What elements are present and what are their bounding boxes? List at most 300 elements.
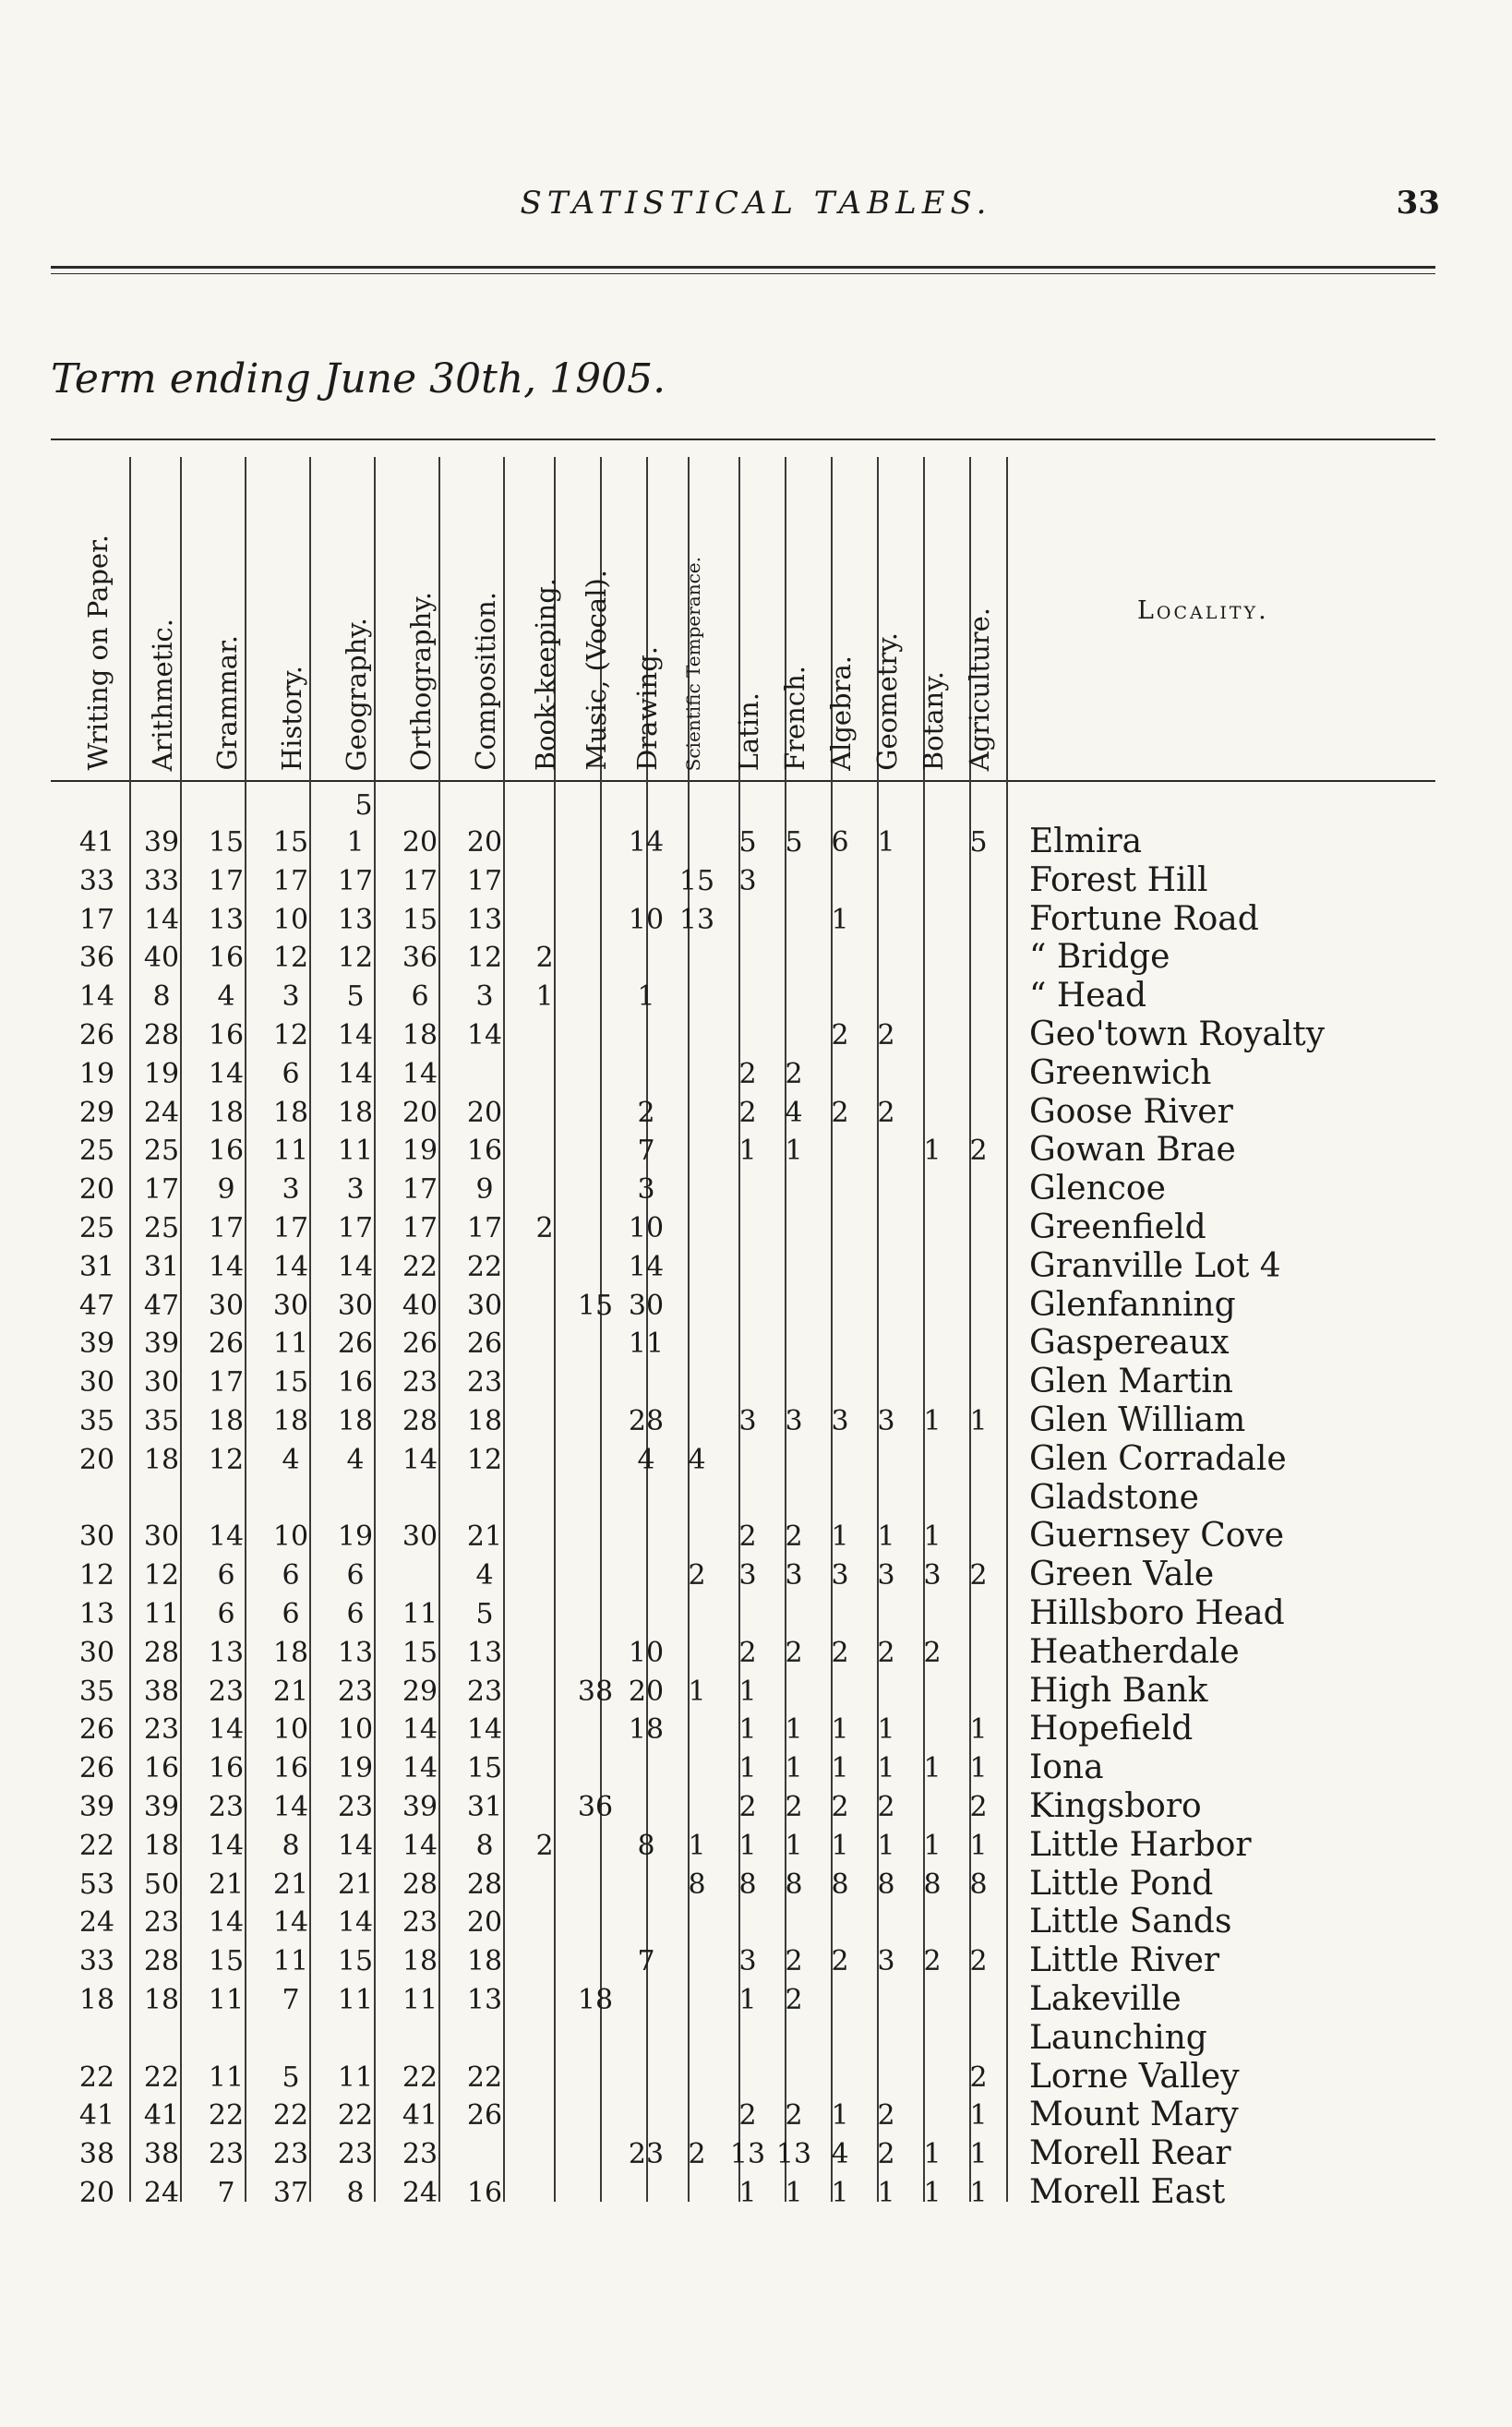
table-cell: 21 <box>466 1520 503 1554</box>
table-cell: 31 <box>78 1250 115 1283</box>
table-cell: 2 <box>923 1945 942 1978</box>
locality-name: Gowan Brae <box>1029 1131 1236 1170</box>
table-cell: 20 <box>78 2177 115 2209</box>
table-cell: 1 <box>923 1520 942 1554</box>
table-cell: 9 <box>475 1173 494 1207</box>
table-cell: 2 <box>738 1520 757 1554</box>
running-title: STATISTICAL TABLES. <box>520 185 992 222</box>
table-cell: 18 <box>143 1443 180 1476</box>
table-cell: 1 <box>969 1405 988 1437</box>
table-cell: 1 <box>535 980 554 1014</box>
table-cell: 20 <box>78 1173 115 1207</box>
table-cell: 12 <box>466 942 503 975</box>
table-cell: 24 <box>402 2177 438 2209</box>
locality-name: “ Bridge <box>1029 938 1170 977</box>
locality-name: Granville Lot 4 <box>1029 1246 1281 1285</box>
table-cell: 10 <box>337 1713 374 1747</box>
table-cell: 2 <box>831 1636 849 1669</box>
table-cell: 16 <box>143 1752 180 1785</box>
table-cell: 13 <box>678 903 715 936</box>
table-cell: 1 <box>969 2177 988 2209</box>
table-cell: 25 <box>78 1135 115 1168</box>
table-cell: 3 <box>923 1559 942 1592</box>
table-cell: 6 <box>282 1057 300 1090</box>
table-cell: 1 <box>877 1752 895 1785</box>
table-cell: 14 <box>272 1791 309 1823</box>
table-cell: 39 <box>143 1328 180 1361</box>
table-cell: 18 <box>337 1405 374 1437</box>
term-heading: Term ending June 30th, 1905. <box>51 355 666 402</box>
table-cell: 15 <box>208 1945 245 1978</box>
table-cell: 18 <box>337 1096 374 1129</box>
table-cell: 22 <box>143 2061 180 2094</box>
table-cell: 3 <box>738 1405 757 1437</box>
table-cell: 17 <box>337 864 374 897</box>
table-cell: 16 <box>337 1366 374 1400</box>
table-cell: 20 <box>628 1675 665 1708</box>
column-header: Book-keeping. <box>530 577 561 771</box>
table-cell: 5 <box>475 1598 494 1630</box>
table-cell: 41 <box>78 826 115 859</box>
table-cell: 1 <box>785 1713 803 1747</box>
header-rule-thick <box>51 266 1435 269</box>
table-cell: 3 <box>877 1559 895 1592</box>
table-cell: 1 <box>877 2177 895 2209</box>
table-cell: 7 <box>637 1945 655 1978</box>
table-cell: 23 <box>402 1366 438 1400</box>
table-cell: 23 <box>208 1791 245 1823</box>
table-cell: 6 <box>282 1598 300 1630</box>
table-cell: 2 <box>831 1019 849 1051</box>
table-cell: 26 <box>466 1328 503 1361</box>
locality-name: Green Vale <box>1029 1556 1215 1594</box>
table-cell: 13 <box>466 903 503 936</box>
locality-name: Glencoe <box>1029 1170 1166 1208</box>
table-cell: 30 <box>466 1289 503 1322</box>
table-cell: 2 <box>535 942 554 975</box>
table-cell: 1 <box>831 1520 849 1554</box>
table-cell: 14 <box>402 1752 438 1785</box>
table-cell: 40 <box>402 1289 438 1322</box>
table-cell: 26 <box>78 1713 115 1747</box>
table-cell: 28 <box>143 1019 180 1051</box>
table-cell: 39 <box>78 1791 115 1823</box>
locality-name: Glen Corradale <box>1029 1439 1287 1478</box>
table-cell: 21 <box>337 1868 374 1901</box>
table-cell: 18 <box>466 1945 503 1978</box>
locality-name: Elmira <box>1029 823 1143 860</box>
table-cell: 26 <box>466 2099 503 2133</box>
table-cell: 14 <box>337 1057 374 1090</box>
table-cell: 39 <box>143 826 180 859</box>
table-cell: 11 <box>272 1945 309 1978</box>
locality-name: Lorne Valley <box>1029 2057 1240 2096</box>
table-cell: 13 <box>466 1984 503 2016</box>
table-cell: 41 <box>78 2099 115 2133</box>
table-cell: 5 <box>785 826 803 859</box>
table-cell: 35 <box>78 1405 115 1437</box>
locality-name: Heatherdale <box>1029 1632 1240 1671</box>
table-cell: 22 <box>337 2099 374 2133</box>
table-cell: 2 <box>637 1096 655 1129</box>
table-cell: 23 <box>143 1713 180 1747</box>
table-cell: 1 <box>969 1829 988 1862</box>
table-cell: 11 <box>208 2061 245 2094</box>
table-cell: 39 <box>402 1791 438 1823</box>
table-cell: 8 <box>738 1868 757 1901</box>
table-cell: 2 <box>738 2099 757 2133</box>
column-header: Latin. <box>733 691 764 771</box>
table-cell: 4 <box>475 1559 494 1592</box>
table-cell: 24 <box>143 1096 180 1129</box>
table-cell: 20 <box>78 1443 115 1476</box>
table-cell: 1 <box>969 2099 988 2133</box>
table-cell: 1 <box>738 1675 757 1708</box>
table-cell: 3 <box>282 980 300 1014</box>
table-cell: 1 <box>831 2177 849 2209</box>
table-cell: 3 <box>877 1405 895 1437</box>
table-cell: 14 <box>337 1829 374 1862</box>
table-cell: 4 <box>217 980 235 1014</box>
table-cell: 18 <box>628 1713 665 1747</box>
table-cell: 23 <box>337 1675 374 1708</box>
table-cell: 3 <box>785 1405 803 1437</box>
table-cell: 11 <box>272 1328 309 1361</box>
table-cell: 5 <box>346 980 365 1014</box>
locality-name: Mount Mary <box>1029 2096 1239 2134</box>
table-cell: 28 <box>466 1868 503 1901</box>
table-cell: 5 <box>738 826 757 859</box>
table-cell: 2 <box>785 1945 803 1978</box>
table-cell: 10 <box>272 1520 309 1554</box>
table-cell: 14 <box>143 903 180 936</box>
table-cell: 15 <box>402 1636 438 1669</box>
table-cell: 8 <box>637 1829 655 1862</box>
table-cell: 16 <box>466 1135 503 1168</box>
table-cell: 33 <box>78 864 115 897</box>
table-cell: 16 <box>208 1752 245 1785</box>
table-cell: 36 <box>78 942 115 975</box>
table-cell: 2 <box>535 1212 554 1244</box>
table-cell: 16 <box>272 1752 309 1785</box>
running-header <box>0 185 1512 222</box>
table-cell: 14 <box>208 1250 245 1283</box>
table-cell: 6 <box>217 1559 235 1592</box>
table-cell: 17 <box>208 864 245 897</box>
table-cell: 2 <box>785 1984 803 2016</box>
table-cell: 18 <box>78 1984 115 2016</box>
table-cell: 14 <box>402 1829 438 1862</box>
table-cell: 30 <box>337 1289 374 1322</box>
table-cell: 14 <box>402 1057 438 1090</box>
table-cell: 12 <box>143 1559 180 1592</box>
table-cell: 3 <box>346 1173 365 1207</box>
table-cell: 3 <box>475 980 494 1014</box>
table-cell: 1 <box>738 1752 757 1785</box>
table-cell: 38 <box>78 2138 115 2171</box>
table-cell: 1 <box>923 1752 942 1785</box>
table-cell: 1 <box>923 1829 942 1862</box>
locality-name: Little Sands <box>1029 1903 1232 1941</box>
table-cell: 3 <box>738 1559 757 1592</box>
table-cell: 1 <box>877 1713 895 1747</box>
locality-name: Little Pond <box>1029 1864 1214 1903</box>
table-cell: 8 <box>282 1829 300 1862</box>
table-cell: 30 <box>272 1289 309 1322</box>
table-cell: 21 <box>272 1675 309 1708</box>
table-cell: 16 <box>466 2177 503 2209</box>
table-cell: 38 <box>143 1675 180 1708</box>
column-header: Scientific Temperance. <box>682 556 704 771</box>
table-cell: 13 <box>337 903 374 936</box>
column-divider <box>129 457 131 2202</box>
table-cell: 20 <box>402 826 438 859</box>
table-cell: 18 <box>577 1984 614 2016</box>
table-cell: 47 <box>143 1289 180 1322</box>
table-cell: 33 <box>143 864 180 897</box>
table-cell: 17 <box>208 1212 245 1244</box>
table-cell: 13 <box>729 2138 766 2171</box>
table-cell: 10 <box>628 1212 665 1244</box>
table-cell: 1 <box>785 1829 803 1862</box>
table-cell: 6 <box>282 1559 300 1592</box>
table-cell: 23 <box>466 1675 503 1708</box>
table-cell: 41 <box>402 2099 438 2133</box>
locality-name: Morell Rear <box>1029 2134 1231 2173</box>
locality-name: Little Harbor <box>1029 1825 1252 1864</box>
table-cell: 37 <box>272 2177 309 2209</box>
table-cell: 15 <box>678 864 715 897</box>
table-cell: 19 <box>78 1057 115 1090</box>
table-cell: 11 <box>337 1135 374 1168</box>
table-cell: 8 <box>152 980 171 1014</box>
page-number: 33 <box>1396 185 1440 222</box>
table-cell: 2 <box>831 1791 849 1823</box>
table-cell: 6 <box>346 1598 365 1630</box>
table-cell: 1 <box>738 1984 757 2016</box>
table-cell: 4 <box>831 2138 849 2171</box>
table-cell: 22 <box>78 2061 115 2094</box>
locality-name: Goose River <box>1029 1092 1233 1131</box>
table-cell: 11 <box>272 1135 309 1168</box>
table-cell: 14 <box>208 1713 245 1747</box>
table-cell: 6 <box>346 1559 365 1592</box>
table-cell: 23 <box>143 1906 180 1940</box>
table-cell: 26 <box>78 1752 115 1785</box>
locality-name: Geo'town Royalty <box>1029 1015 1326 1053</box>
table-cell: 20 <box>466 1096 503 1129</box>
table-cell: 17 <box>402 864 438 897</box>
table-cell: 23 <box>628 2138 665 2171</box>
table-cell: 16 <box>208 942 245 975</box>
table-cell: 15 <box>402 903 438 936</box>
table-cell: 30 <box>402 1520 438 1554</box>
locality-name: High Bank <box>1029 1671 1208 1710</box>
table-cell: 11 <box>628 1328 665 1361</box>
table-cell: 15 <box>272 1366 309 1400</box>
column-header: Composition. <box>470 592 501 771</box>
table-cell: 8 <box>877 1868 895 1901</box>
table-cell: 28 <box>143 1636 180 1669</box>
table-cell: 18 <box>143 1984 180 2016</box>
table-cell: 2 <box>738 1057 757 1090</box>
locality-header: Locality. <box>1137 596 1269 625</box>
table-cell: 1 <box>969 1713 988 1747</box>
locality-name: Guernsey Cove <box>1029 1517 1285 1556</box>
table-cell: 4 <box>785 1096 803 1129</box>
table-cell: 10 <box>272 1713 309 1747</box>
table-cell: 2 <box>688 2138 706 2171</box>
table-cell: 23 <box>402 2138 438 2171</box>
table-cell: 38 <box>577 1675 614 1708</box>
table-cell: 6 <box>411 980 429 1014</box>
table-cell: 15 <box>208 826 245 859</box>
locality-name: Glenfanning <box>1029 1285 1236 1324</box>
table-cell: 22 <box>402 2061 438 2094</box>
table-cell: 25 <box>143 1135 180 1168</box>
table-cell: 2 <box>785 2099 803 2133</box>
table-cell: 30 <box>78 1636 115 1669</box>
table-cell: 1 <box>785 2177 803 2209</box>
table-cell: 1 <box>923 1405 942 1437</box>
table-cell: 2 <box>877 1791 895 1823</box>
table-cell: 18 <box>143 1829 180 1862</box>
table-cell: 36 <box>577 1791 614 1823</box>
table-cell: 14 <box>466 1019 503 1051</box>
table-cell: 17 <box>143 1173 180 1207</box>
table-cell: 1 <box>346 826 365 859</box>
table-cell: 10 <box>628 1636 665 1669</box>
table-cell: 8 <box>969 1868 988 1901</box>
table-cell: 18 <box>208 1096 245 1129</box>
locality-name: Hillsboro Head <box>1029 1594 1285 1632</box>
table-cell: 1 <box>688 1675 706 1708</box>
table-cell: 15 <box>577 1289 614 1322</box>
table-cell: 18 <box>272 1405 309 1437</box>
table-cell: 29 <box>78 1096 115 1129</box>
table-cell: 11 <box>402 1598 438 1630</box>
table-cell: 23 <box>208 1675 245 1708</box>
table-cell: 22 <box>466 2061 503 2094</box>
table-cell: 14 <box>337 1906 374 1940</box>
table-cell: 1 <box>923 2177 942 2209</box>
table-cell: 2 <box>923 1636 942 1669</box>
table-cell: 1 <box>877 826 895 859</box>
table-cell: 5 <box>282 2061 300 2094</box>
locality-name: Gladstone <box>1029 1478 1199 1517</box>
table-cell: 14 <box>628 1250 665 1283</box>
table-cell: 14 <box>337 1250 374 1283</box>
table-cell: 26 <box>78 1019 115 1051</box>
table-cell: 24 <box>78 1906 115 1940</box>
table-cell: 19 <box>402 1135 438 1168</box>
table-cell: 6 <box>831 826 849 859</box>
table-cell: 2 <box>831 1945 849 1978</box>
table-cell: 12 <box>78 1559 115 1592</box>
table-cell: 21 <box>208 1868 245 1901</box>
table-cell: 7 <box>282 1984 300 2016</box>
table-cell: 24 <box>143 2177 180 2209</box>
table-cell: 36 <box>402 942 438 975</box>
table-cell: 14 <box>628 826 665 859</box>
table-cell: 12 <box>272 942 309 975</box>
table-cell: 2 <box>785 1636 803 1669</box>
table-cell: 12 <box>272 1019 309 1051</box>
table-cell: 14 <box>272 1906 309 1940</box>
table-cell: 50 <box>143 1868 180 1901</box>
table-cell: 23 <box>208 2138 245 2171</box>
column-header: French. <box>779 666 810 771</box>
table-cell: 22 <box>78 1829 115 1862</box>
table-cell: 2 <box>831 1096 849 1129</box>
table-cell: 1 <box>688 1829 706 1862</box>
table-cell: 26 <box>402 1328 438 1361</box>
table-cell: 30 <box>78 1366 115 1400</box>
table-cell: 10 <box>272 903 309 936</box>
table-cell: 38 <box>143 2138 180 2171</box>
table-cell: 2 <box>738 1096 757 1129</box>
table-cell: 17 <box>272 1212 309 1244</box>
table-cell: 1 <box>738 1829 757 1862</box>
table-cell: 1 <box>831 1752 849 1785</box>
column-header: Botany. <box>918 670 949 771</box>
column-header: Grammar. <box>211 635 243 771</box>
locality-name: Gaspereaux <box>1029 1324 1230 1363</box>
table-cell: 1 <box>923 1135 942 1168</box>
locality-name: Lakeville <box>1029 1980 1182 2018</box>
table-cell: 18 <box>208 1405 245 1437</box>
table-cell: 39 <box>78 1328 115 1361</box>
table-cell: 1 <box>969 2138 988 2171</box>
locality-name: Launching <box>1029 2018 1207 2057</box>
table-cell: 3 <box>831 1405 849 1437</box>
table-cell: 8 <box>475 1829 494 1862</box>
table-top-rule <box>51 439 1435 440</box>
table-cell: 22 <box>272 2099 309 2133</box>
table-cell: 35 <box>143 1405 180 1437</box>
table-cell: 17 <box>466 864 503 897</box>
table-cell: 8 <box>831 1868 849 1901</box>
table-cell: 25 <box>143 1212 180 1244</box>
table-cell: 12 <box>208 1443 245 1476</box>
table-cell: 23 <box>272 2138 309 2171</box>
table-cell: 16 <box>208 1019 245 1051</box>
table-cell: 2 <box>535 1829 554 1862</box>
table-cell: 2 <box>785 1057 803 1090</box>
table-cell: 8 <box>688 1868 706 1901</box>
table-cell: 40 <box>143 942 180 975</box>
table-cell: 33 <box>78 1945 115 1978</box>
table-cell: 22 <box>466 1250 503 1283</box>
column-header: Algebra. <box>825 655 857 771</box>
table-cell: 14 <box>272 1250 309 1283</box>
locality-name: Glen William <box>1029 1401 1246 1439</box>
column-header: Writing on Paper. <box>82 535 114 771</box>
column-header: Agriculture. <box>964 607 995 771</box>
table-cell: 3 <box>877 1945 895 1978</box>
table-cell: 8 <box>785 1868 803 1901</box>
table-cell: 41 <box>143 2099 180 2133</box>
table-cell: 1 <box>877 1829 895 1862</box>
column-header: Drawing. <box>631 646 663 771</box>
table-cell: 1 <box>877 1520 895 1554</box>
locality-name: Forest Hill <box>1029 860 1208 899</box>
table-cell: 1 <box>637 980 655 1014</box>
table-cell: 15 <box>272 826 309 859</box>
table-cell: 1 <box>831 2099 849 2133</box>
table-cell: 19 <box>337 1520 374 1554</box>
table-cell: 14 <box>208 1829 245 1862</box>
